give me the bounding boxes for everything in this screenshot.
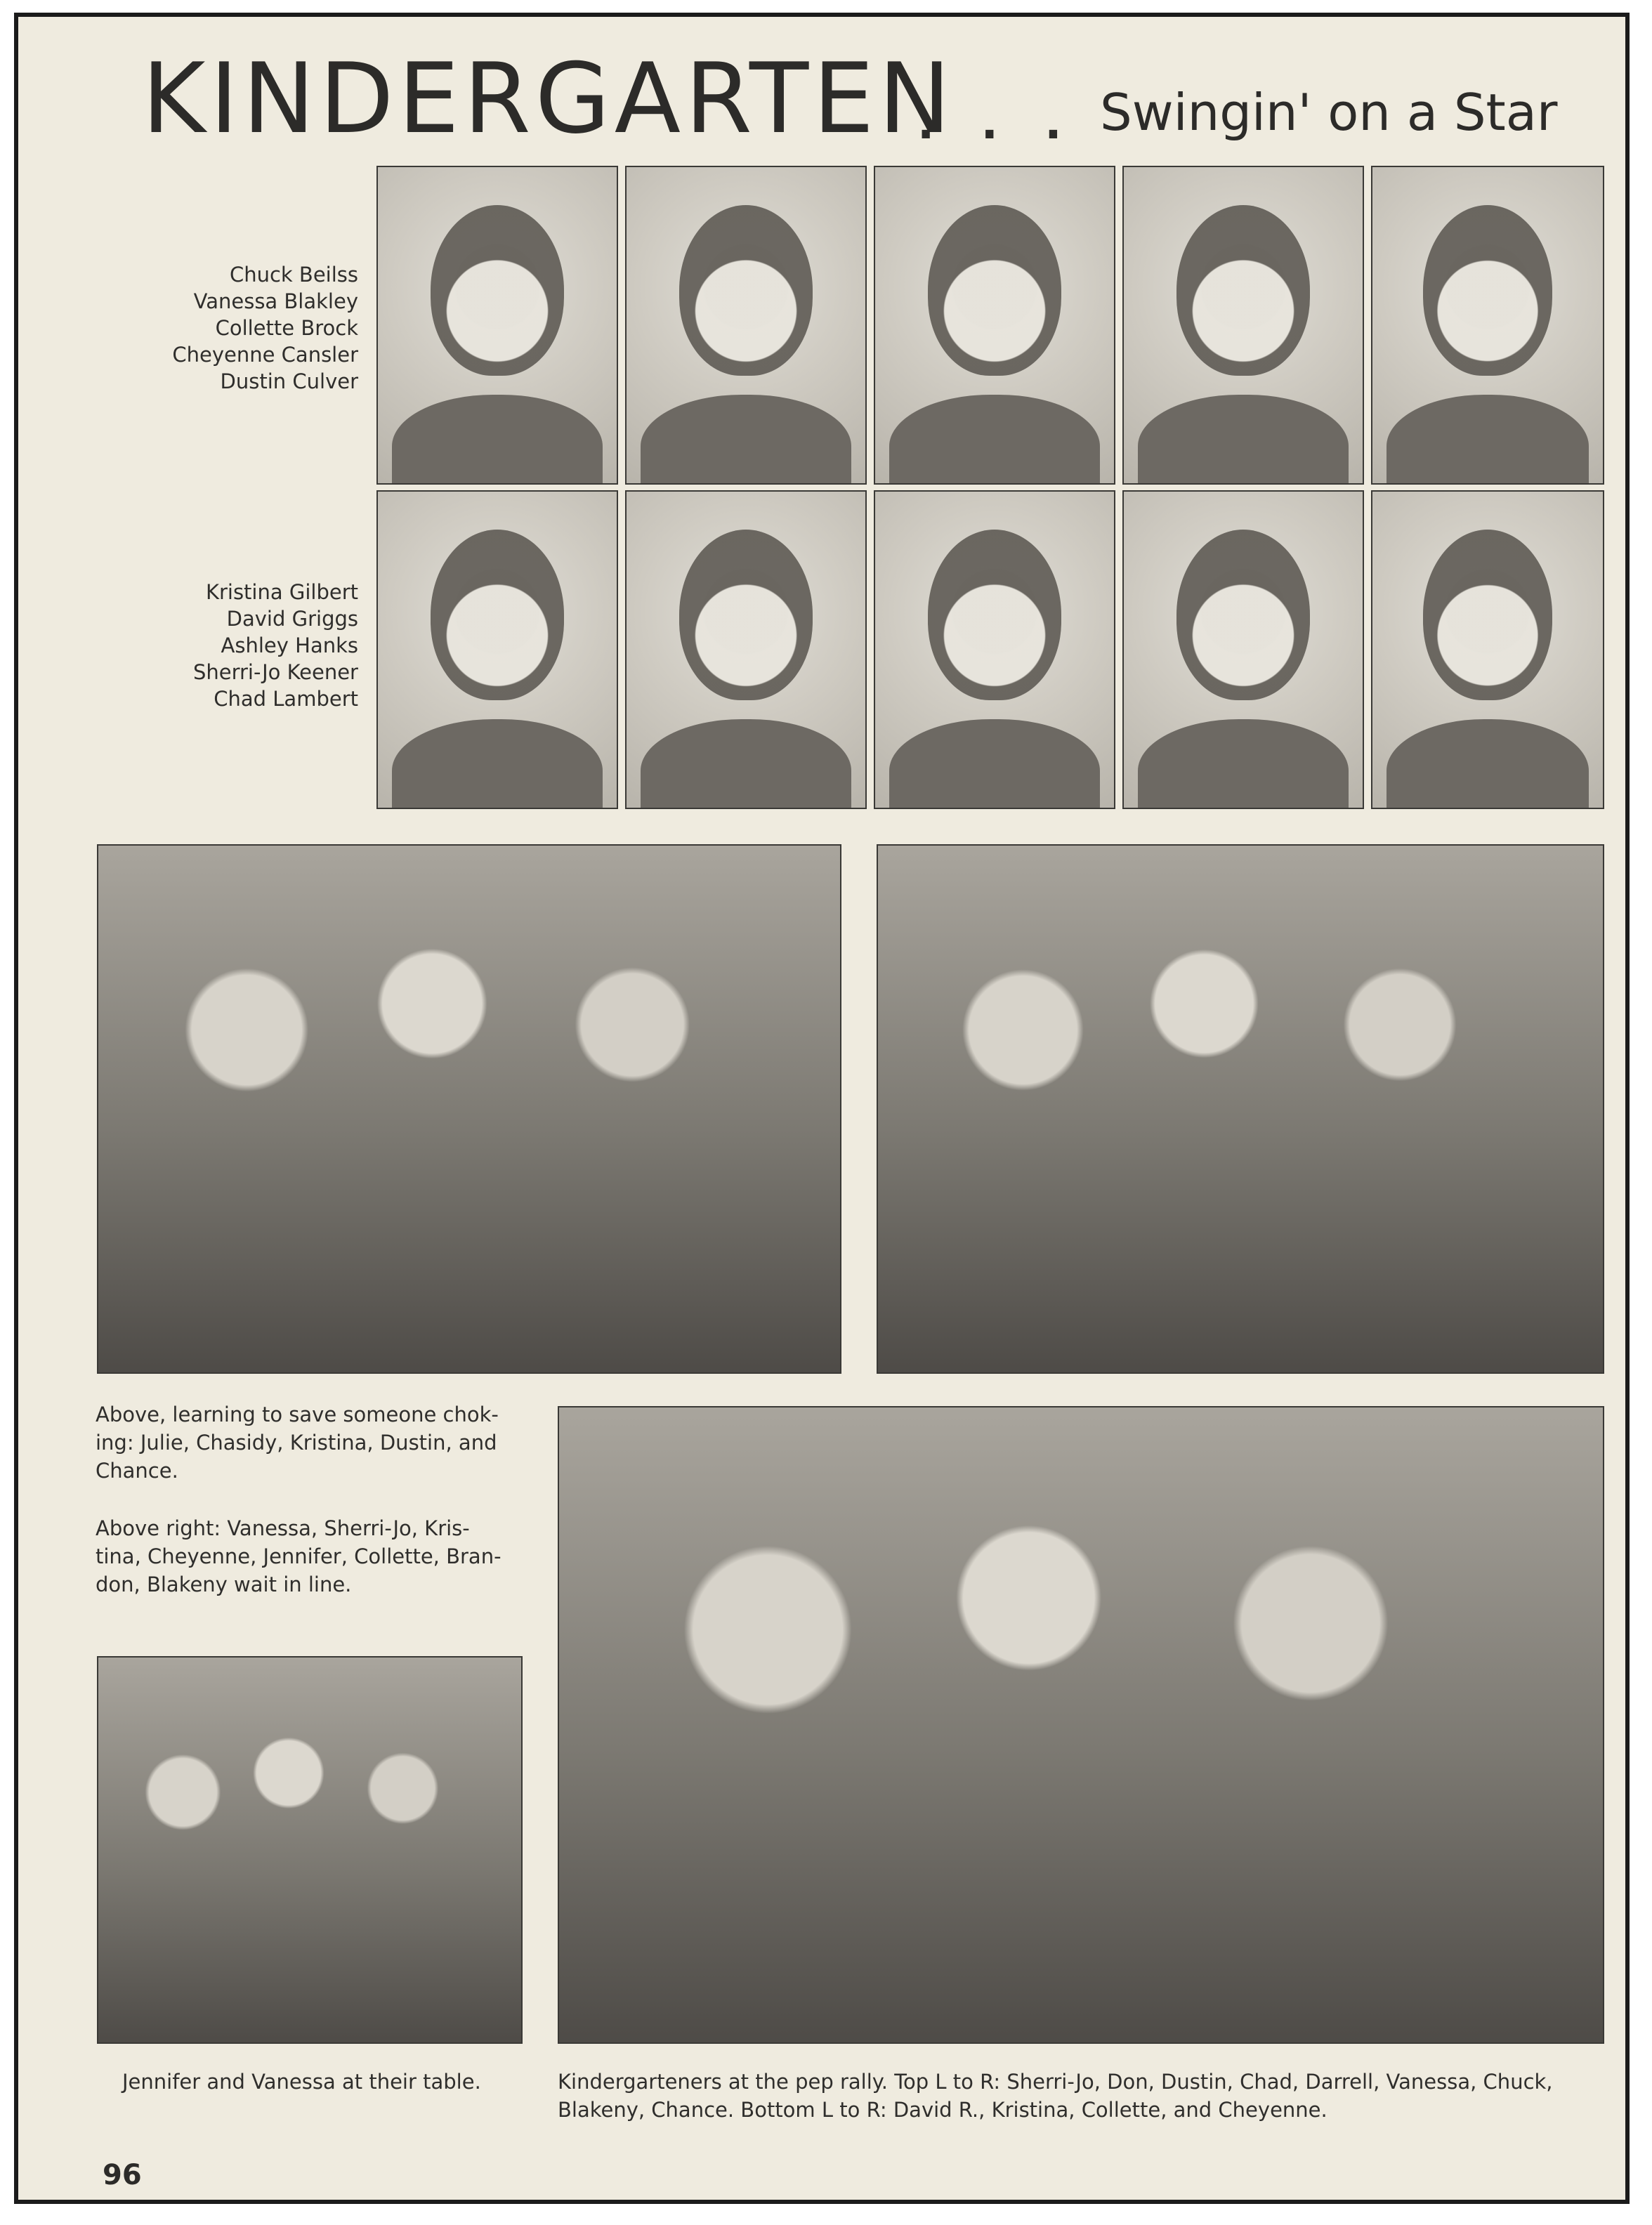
portrait-photo-david-griggs <box>625 490 867 809</box>
caption-table: Jennifer and Vanessa at their table. <box>122 2070 481 2094</box>
name-entry: Chuck Beilss <box>229 263 358 287</box>
page-number: 96 <box>103 2159 142 2191</box>
name-entry: Collette Brock <box>215 316 358 340</box>
caption-choking-lesson: Above, learning to save someone chok- ing: Julie, Chasidy, Kristina, Dustin, and Chance. <box>96 1403 499 1483</box>
name-entry: David Griggs <box>226 607 358 631</box>
name-entry: Sherri-Jo Keener <box>192 660 358 684</box>
photo-waiting-in-line <box>877 844 1604 1374</box>
yearbook-page <box>14 13 1630 2204</box>
portrait-photo-collette-brock <box>874 166 1115 485</box>
portrait-photo-vanessa-blakley <box>625 166 867 485</box>
row1-name-list <box>126 261 358 395</box>
caption-waiting-in-line: Above right: Vanessa, Sherri-Jo, Kris- tina, Cheyenne, Jennifer, Collette, Bran- don, Blakeny wait in line. <box>96 1516 501 1596</box>
portrait-photo-cheyenne-cansler <box>1122 166 1364 485</box>
name-entry: Dustin Culver <box>220 369 358 393</box>
portrait-photo-sherri-jo-keener <box>1122 490 1364 809</box>
title-ellipsis: . . . <box>917 98 1077 150</box>
name-entry: Cheyenne Cansler <box>172 343 358 367</box>
name-entry: Chad Lambert <box>214 687 358 711</box>
photo-pep-rally <box>558 1406 1604 2044</box>
portrait-photo-kristina-gilbert <box>376 490 618 809</box>
portrait-photo-dustin-culver <box>1371 166 1604 485</box>
row2-name-list <box>126 579 358 712</box>
portrait-photo-chad-lambert <box>1371 490 1604 809</box>
page-subtitle: Swingin' on a Star <box>1100 83 1558 142</box>
photo-choking-lesson <box>97 844 841 1374</box>
portrait-photo-ashley-hanks <box>874 490 1115 809</box>
photo-table <box>97 1656 523 2044</box>
name-entry: Ashley Hanks <box>221 634 358 657</box>
name-entry: Kristina Gilbert <box>205 580 358 604</box>
name-entry: Vanessa Blakley <box>193 289 358 313</box>
page-title: KINDERGARTEN <box>142 42 955 155</box>
portrait-photo-chuck-beilss <box>376 166 618 485</box>
caption-pep-rally: Kindergarteners at the pep rally. Top L to R: Sherri-Jo, Don, Dustin, Chad, Darrell, Vanessa, Chuck, Blakeny, Chance. Bottom L to R: David R., Kristina, Collette, and Cheyenne. <box>558 2070 1553 2122</box>
